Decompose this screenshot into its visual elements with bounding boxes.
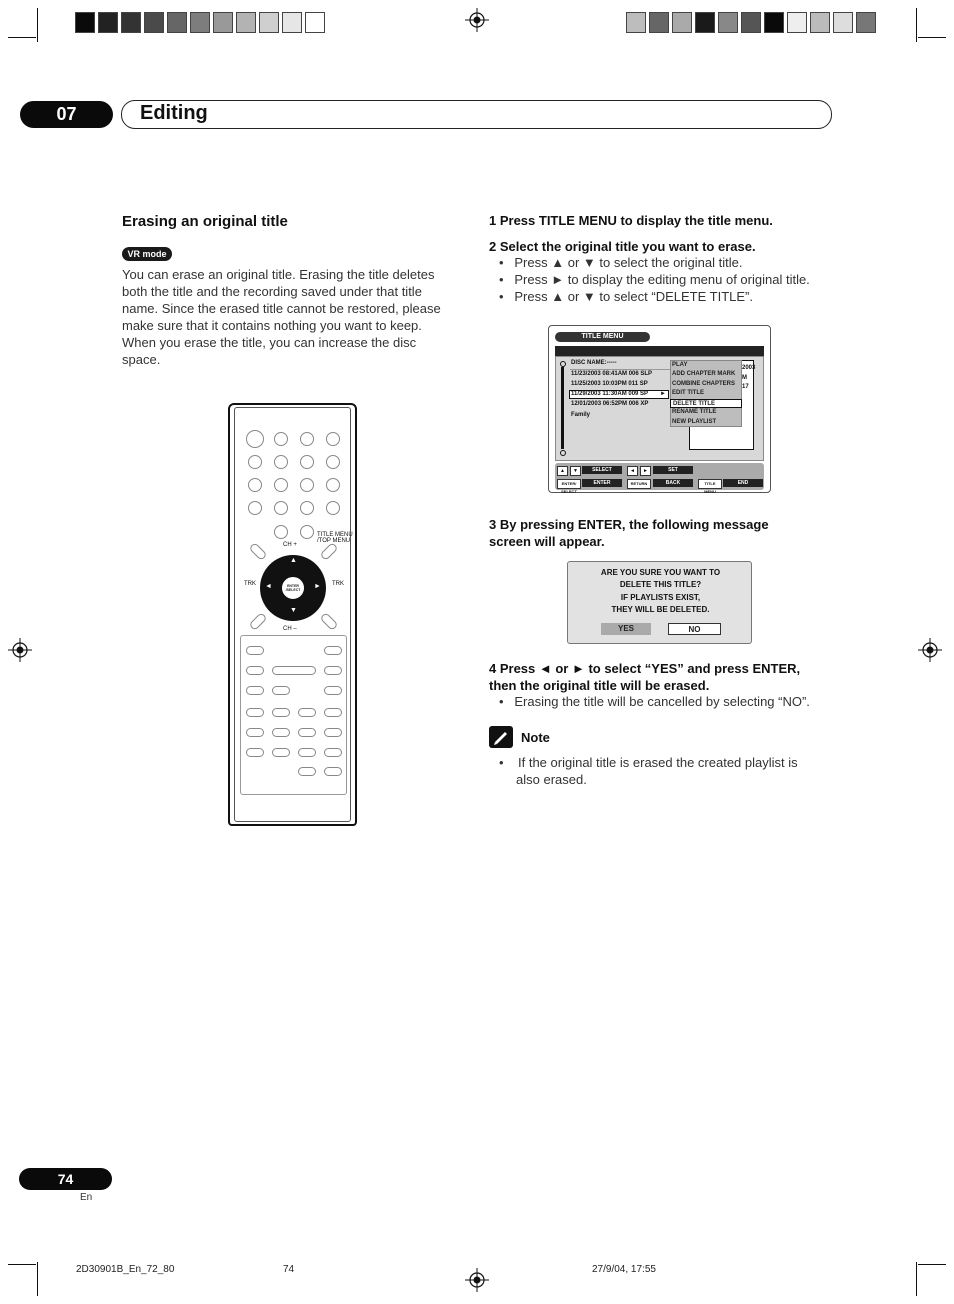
return-key: RETURN [627,479,651,489]
intro-paragraph: You can erase an original title. Erasing the title deletes both the title and the recording saved under that title name. Since the erased title cannot be restored, please make sure that it contains nothing you want to keep. When you erase the title, you can increase the disc space. [122,267,441,367]
menu-item-delete-title[interactable]: DELETE TITLE [670,399,742,408]
footer-date: 27/9/04, 17:55 [592,1264,656,1275]
page-number: 74 [19,1168,112,1190]
registration-mark-icon [8,638,32,662]
footer-filename: 2D30901B_En_72_80 [76,1264,175,1275]
trk-left-label: TRK [244,581,256,587]
trk-right-label: TRK [332,581,344,587]
registration-mark-icon [465,8,489,32]
note-label: Note [521,730,550,745]
step-3: 3 By pressing ENTER, the following message screen will appear. [489,517,769,549]
language-code: En [80,1192,93,1203]
enter-key: ENTER/ SELECT [557,479,581,489]
step-4-bullet: • Erasing the title will be cancelled by selecting “NO”. [499,694,810,709]
yes-button[interactable]: YES [601,623,651,635]
grayscale-bar-left [75,6,328,27]
chapter-title: Editing [140,102,208,124]
registration-mark-icon [465,1268,489,1292]
step-2: 2 Select the original title you want to erase. [489,239,756,254]
registration-mark-icon [918,638,942,662]
menu-item-add-chapter-mark[interactable]: ADD CHAPTER MARK [672,371,736,377]
footer-page: 74 [283,1264,295,1275]
note-text: • If the original title is erased the created playlist is also erased. [499,755,798,787]
chapter-number: 07 [20,101,113,128]
menu-item-edit-title[interactable]: EDIT TITLE [672,390,704,396]
grayscale-bar-right [626,6,879,27]
title-item[interactable]: 11/23/2003 08:41AM 006 SLP [571,371,653,377]
nav-select-label: SELECT [582,466,622,474]
enter-select-label: ENTER /SELECT [285,584,301,592]
nav-enter-label: ENTER [582,479,622,487]
menu-item-rename-title[interactable]: RENAME TITLE [672,409,717,415]
title-menu-label: TITLE MENU /TOP MENU [317,532,353,544]
no-button[interactable]: NO [668,623,721,635]
title-menu-screen: TITLE MENU DISC NAME:----- 11/23/2003 08:41AM 006 SLP 11/25/2003 10:03PM 011 SP 11/29/2003 11:30AM 009 SP ► 12/01/2003 06:52PM 006 XP Family 2003 M 17 PLAY ADD CHAPTER MARK COMBINE CHAPTERS EDIT TITLE DELETE TITLE RENAME TITLE NEW PLAYLIST ▲ ▼ SELECT ◄ ► SET ENTER/ SELECT ENTER RETURN BACK TITLE MENU END [548,325,771,493]
step-1: 1 Press TITLE MENU to display the title menu. [489,213,773,228]
title-item-selected[interactable]: 11/29/2003 11:30AM 009 SP [571,391,649,397]
nav-set-label: SET [653,466,693,474]
title-menu-tab: TITLE MENU [555,332,650,342]
chapter-title-bar [121,100,832,129]
nav-end-label: END [723,479,763,487]
remote-control-illustration: CH + TITLE MENU /TOP MENU TRK TRK CH – ENTER /SELECT ▲ ▼ ◄ ► [228,403,359,828]
title-item[interactable]: Family [571,412,591,418]
step-2-bullets: • Press ▲ or ▼ to select the original title. • Press ► to display the editing menu of original title. • Press ▲ or ▼ to select “DELETE TITLE”. [499,255,810,304]
ch-plus-label: CH + [283,542,297,548]
vr-mode-badge: VR mode [122,247,172,261]
menu-item-play[interactable]: PLAY [672,362,688,368]
title-item[interactable]: 12/01/2003 06:52PM 006 XP [571,401,649,407]
ch-minus-label: CH – [283,626,297,632]
disc-name: DISC NAME:----- [571,360,617,366]
confirm-delete-dialog: ARE YOU SURE YOU WANT TO DELETE THIS TITLE? IF PLAYLISTS EXIST, THEY WILL BE DELETED. YES NO [567,561,752,644]
note-pencil-icon [489,726,513,748]
section-heading: Erasing an original title [122,213,288,230]
title-item[interactable]: 11/25/2003 10:03PM 011 SP [571,381,648,387]
step-4: 4 Press ◄ or ► to select “YES” and press ENTER, then the original title will be erased. [489,661,801,693]
menu-item-new-playlist[interactable]: NEW PLAYLIST [672,419,717,425]
nav-back-label: BACK [653,479,693,487]
menu-item-combine-chapters[interactable]: COMBINE CHAPTERS [672,381,736,387]
title-menu-key: TITLE MENU [698,479,722,489]
